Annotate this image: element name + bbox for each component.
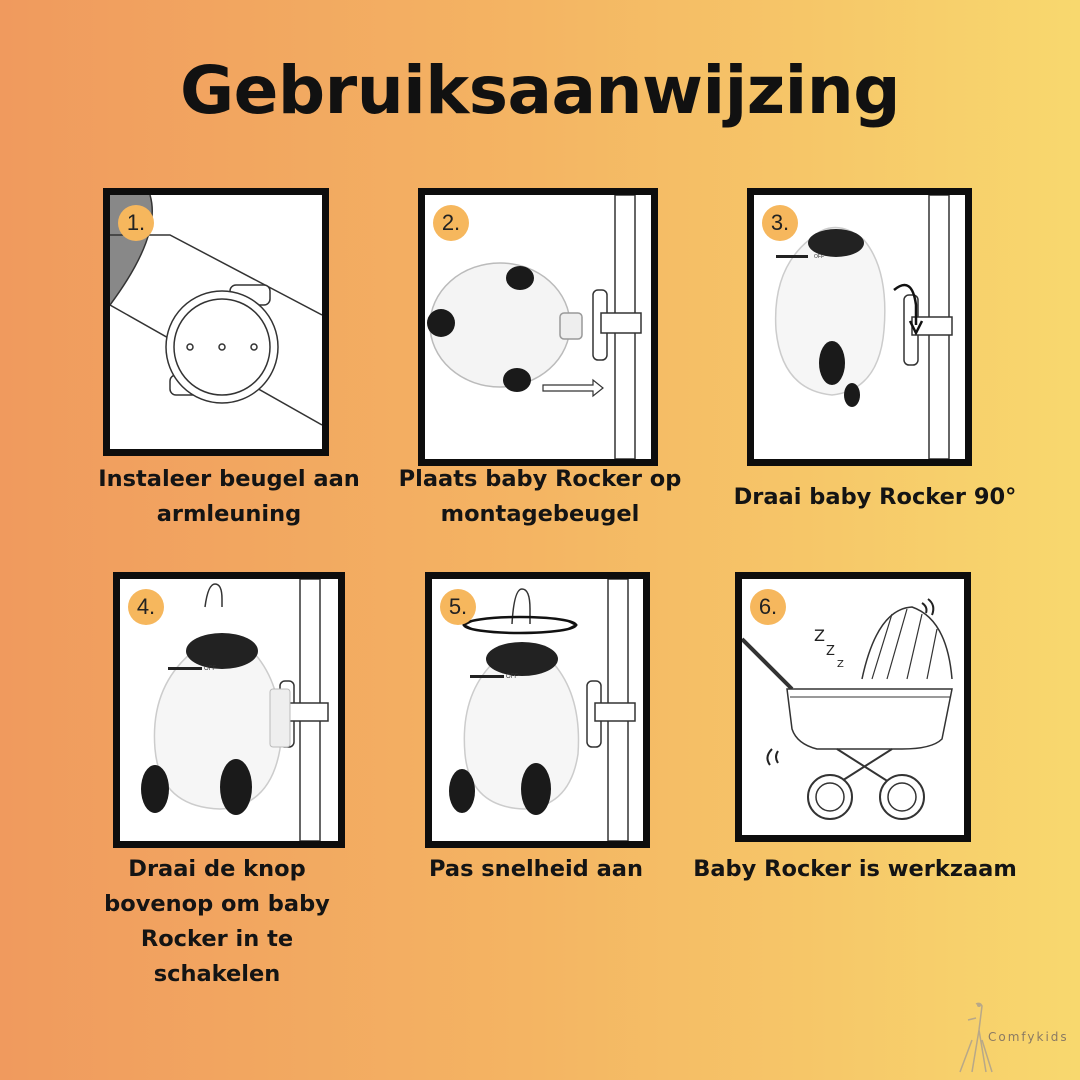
step-5-caption: Pas snelheid aan	[429, 856, 643, 882]
step-2-caption: Plaats baby Rocker op montagebeugel	[398, 466, 682, 527]
step-6-caption: Baby Rocker is werkzaam	[693, 856, 1017, 882]
step-4-caption: Draai de knop bovenop om baby Rocker in te schakelen	[104, 856, 330, 987]
step-number-badge: 2.	[433, 205, 469, 241]
step-6-panel	[735, 572, 971, 842]
svg-text:Z: Z	[826, 644, 835, 659]
step-3-caption: Draai baby Rocker 90°	[733, 484, 1017, 510]
step-number-badge: 6.	[750, 589, 786, 625]
step-number-badge: 5.	[440, 589, 476, 625]
step-number-badge: 3.	[762, 205, 798, 241]
brand-logo-text: Comfykids	[988, 1030, 1069, 1044]
step-3-panel	[747, 188, 972, 466]
off-label: OFF	[204, 666, 216, 672]
off-label: OFF	[814, 254, 824, 260]
page-title: Gebruiksaanwijzing	[179, 52, 901, 129]
step-1-panel	[103, 188, 329, 456]
step-1-caption: Instaleer beugel aan armleuning	[98, 466, 360, 527]
step-4-panel	[113, 572, 345, 848]
step-2-panel	[418, 188, 658, 466]
step-5-panel	[425, 572, 650, 848]
step-number-badge: 1.	[118, 205, 154, 241]
svg-text:Z: Z	[814, 626, 825, 645]
step-number-badge: 4.	[128, 589, 164, 625]
svg-text:Z: Z	[837, 659, 844, 670]
off-label: OFF	[506, 674, 518, 680]
